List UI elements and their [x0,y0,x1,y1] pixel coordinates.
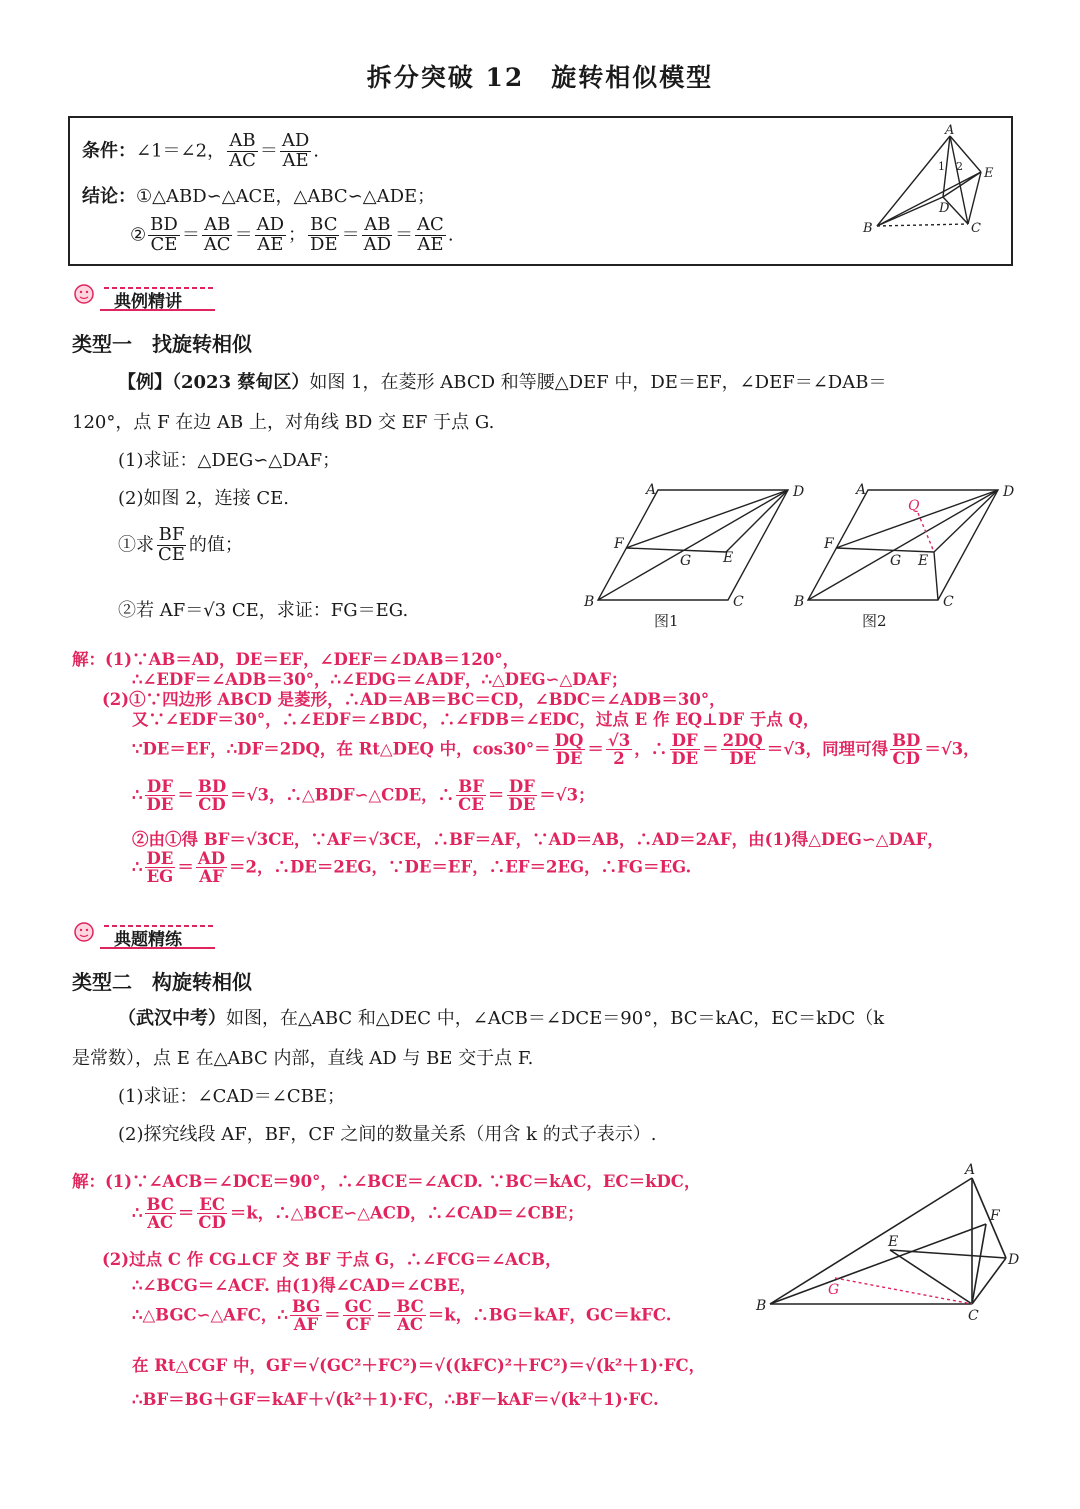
svg-text:D: D [1003,484,1015,500]
solution1-line-2: ∴∠EDF＝∠ADB＝30°，∴∠EDG＝∠ADF，∴△DEG∽△DAF； [132,670,628,689]
badge-label: 典例精讲 [114,292,182,312]
solution2-line-4: ∴∠BCG＝∠ACF. 由(1)得∠CAD＝∠CBE， [132,1276,477,1295]
section-heading-2: 类型二 构旋转相似 [72,970,252,994]
fraction: $\frac{AD}{AE}$ [281,130,310,171]
svg-text:B: B [756,1298,767,1314]
model-figure [855,122,1005,240]
svg-text:C: C [733,594,744,610]
svg-text:C: C [943,594,954,610]
svg-text:A: A [965,1162,976,1178]
svg-text:G: G [828,1282,840,1298]
conclusion-line-1: 结论：①△ABD∽△ACE，△ABC∽△ADE； [82,186,436,207]
badge-label: 典题精练 [114,930,182,950]
svg-text:A: A [646,482,657,498]
solution1-line-6: ∴ $\frac{DF}{DE}$ ＝ $\frac{BD}{CD}$ ＝√3，∴△BDF∽△CDE，∴ $\frac{BF}{CE}$ ＝ $\frac{DF}{DE}$ ＝√3； [132,777,595,815]
example-q2a: ①求 $\frac{BF}{CE}$ 的值； [118,524,243,565]
svg-text:G: G [680,553,692,569]
svg-text:D: D [793,484,805,500]
svg-text:Q: Q [908,498,920,514]
svg-text:图2: 图2 [862,612,887,630]
solution2-line-5: ∴△BGC∽△AFC，∴ $\frac{BG}{AF}$ ＝ $\frac{GC}{CF}$ ＝ $\frac{BC}{AC}$ ＝k，∴BG＝kAF，GC＝kFC. [132,1297,672,1335]
example-q2b: ②若 AF＝√3 CE，求证：FG＝EG. [118,600,409,621]
example-line-2: 120°，点 F 在边 AB 上，对角线 BD 交 EF 于点 G. [72,412,495,433]
svg-text:A: A [945,123,955,138]
problem2-q1: (1)求证：∠CAD＝∠CBE； [118,1086,346,1107]
svg-text:F: F [990,1208,1000,1224]
svg-text:B: B [584,594,595,610]
solution1-line-4: 又∵∠EDF＝30°，∴∠EDF＝∠BDC，∴∠FDB＝∠EDC，过点 E 作 EQ⊥DF 于点 Q， [132,710,820,729]
solution1-line-1: 解：(1)∵AB＝AD，DE＝EF，∠DEF＝∠DAB＝120°， [72,650,520,669]
svg-text:E: E [918,553,929,569]
conclusion-line-2: ② $\frac{BD}{CE}$ ＝ $\frac{AB}{AC}$ ＝ $\frac{AD}{AE}$ ； $\frac{BC}{DE}$ ＝ $\frac{AB}{AD}$ ＝ $\frac{AC}{AE}$ . [130,214,454,255]
example-figures [578,478,1028,638]
section-heading-1: 类型一 找旋转相似 [72,332,252,356]
problem2-line-1: （武汉中考）如图，在△ABC 和△DEC 中，∠ACB＝∠DCE＝90°，BC＝kAC，EC＝kDC（k [118,1008,885,1029]
svg-text:1: 1 [938,160,945,173]
conclusion-label: 结论： [82,186,136,207]
svg-text:F: F [824,536,834,552]
svg-text:A: A [856,482,867,498]
condition-label: 条件： [82,140,136,162]
svg-text:E: E [984,166,994,181]
svg-text:F: F [614,536,624,552]
solution2-line-3: (2)过点 C 作 CG⊥CF 交 BF 于点 G，∴∠FCG＝∠ACB， [102,1250,562,1269]
solution2-line-2: ∴ $\frac{BC}{AC}$ ＝ $\frac{EC}{CD}$ ＝k，∴△BCE∽△ACD，∴∠CAD＝∠CBE； [132,1195,584,1233]
problem2-q2: (2)探究线段 AF，BF，CF 之间的数量关系（用含 k 的式子表示）. [118,1124,657,1145]
svg-text:B: B [863,221,873,236]
svg-text:B: B [794,594,805,610]
solution1-line-8: ∴ $\frac{DE}{EG}$ ＝ $\frac{AD}{AF}$ ＝2，∴DE＝2EG，∵DE＝EF，∴EF＝2EG，∴FG＝EG. [132,849,692,887]
svg-text:G: G [890,553,902,569]
page-title: 拆分突破 12 旋转相似模型 [366,63,714,92]
problem2-line-2: 是常数），点 E 在△ABC 内部，直线 AD 与 BE 交于点 F. [72,1048,534,1069]
svg-text:C: C [968,1308,979,1324]
svg-text:D: D [1008,1252,1020,1268]
condition-line: 条件：∠1＝∠2， $\frac{AB}{AC}$ ＝ $\frac{AD}{AE}$ . [82,130,320,171]
svg-text:C: C [971,221,981,236]
svg-text:图1: 图1 [654,612,679,630]
example-line-1: 【例】（2023 蔡甸区）如图 1，在菱形 ABCD 和等腰△DEF 中，DE＝EF，∠DEF＝∠DAB＝ [118,372,887,393]
svg-text:E: E [723,550,734,566]
solution2-line-6: 在 Rt△CGF 中，GF＝√(GC²＋FC²)＝√((kFC)²＋FC²)＝√(k²＋1)·FC， [132,1356,706,1375]
fraction: $\frac{AB}{AC}$ [229,130,256,171]
solution1-line-7: ②由①得 BF＝√3CE，∵AF＝√3CE，∴BF＝AF，∵AD＝AB，∴AD＝2AF，由(1)得△DEG∽△DAF， [132,830,944,849]
solution1-line-3: (2)①∵四边形 ABCD 是菱形，∴AD＝AB＝BC＝CD，∠BDC＝∠ADB＝30°， [102,690,726,709]
example-q2: (2)如图 2，连接 CE. [118,488,290,509]
solution2-line-1: 解：(1)∵∠ACB＝∠DCE＝90°，∴∠BCE＝∠ACD. ∵BC＝kAC，EC＝kDC， [72,1172,701,1191]
solution2-line-7: ∴BF＝BG＋GF＝kAF＋√(k²＋1)·FC，∴BF－kAF＝√(k²＋1)·FC. [132,1390,659,1409]
svg-text:2: 2 [956,160,963,173]
solution1-line-5: ∵DE＝EF，∴DF＝2DQ，在 Rt△DEQ 中，cos30°＝ $\frac{DQ}{DE}$ ＝ $\frac{√3}{2}$ ，∴ $\frac{DF}{DE}$ ＝ $\frac{2DQ}{DE}$ ＝√3，同理可得 $\frac{BD}{CD}$ ＝√3， [132,731,980,769]
problem2-figure [750,1158,1030,1328]
example-q1: (1)求证：△DEG∽△DAF； [118,450,341,471]
svg-text:E: E [888,1234,899,1250]
svg-text:D: D [939,201,950,216]
